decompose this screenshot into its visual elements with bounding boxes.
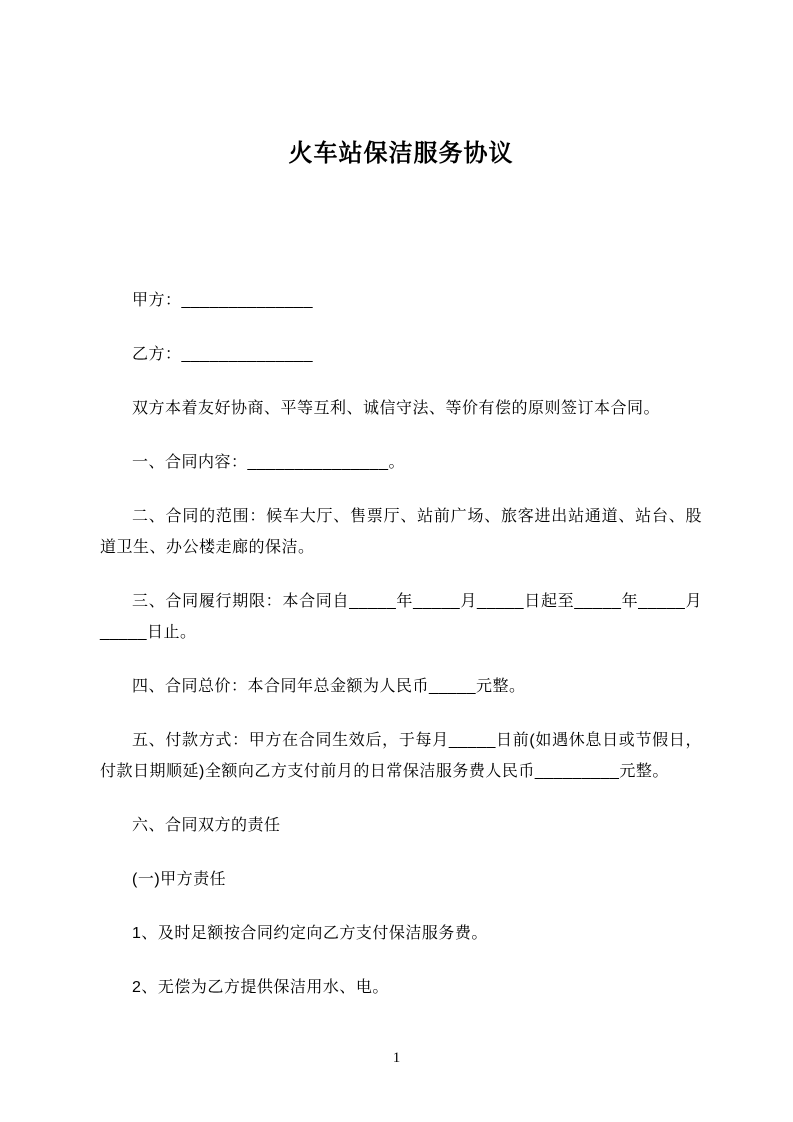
clause-2-scope: 二、合同的范围：候车大厅、售票厅、站前广场、旅客进出站通道、站台、股道卫生、办公楼走廊的保洁。 xyxy=(100,508,702,556)
page-number: 1 xyxy=(392,1050,401,1066)
party-a-line: 甲方：______________ xyxy=(132,292,314,309)
document-title: 火车站保洁服务协议 xyxy=(288,140,514,167)
clause-4-total-price: 四、合同总价：本合同年总金额为人民币_____元整。 xyxy=(132,678,526,695)
clause-1-content: 一、合同内容：_______________。 xyxy=(132,454,405,471)
party-b-line: 乙方：______________ xyxy=(132,346,314,363)
preamble-paragraph: 双方本着友好协商、平等互利、诚信守法、等价有偿的原则签订本合同。 xyxy=(132,400,661,417)
clause-3-term: 三、合同履行期限：本合同自_____年_____月_____日起至_____年_____月_____日止。 xyxy=(100,593,702,641)
clause-5-payment: 五、付款方式：甲方在合同生效后，于每月_____日前(如遇休息日或节假日，付款日期顺延)全额向乙方支付前月的日常保洁服务费人民币_________元整。 xyxy=(100,732,702,780)
party-a-responsibility-heading: (一)甲方责任 xyxy=(132,871,227,888)
item-1-pay-cleaning-fee: 1、及时足额按合同约定向乙方支付保洁服务费。 xyxy=(132,925,488,942)
clause-6-responsibilities-heading: 六、合同双方的责任 xyxy=(132,817,281,834)
item-2-provide-water-electricity: 2、无偿为乙方提供保洁用水、电。 xyxy=(132,979,389,996)
